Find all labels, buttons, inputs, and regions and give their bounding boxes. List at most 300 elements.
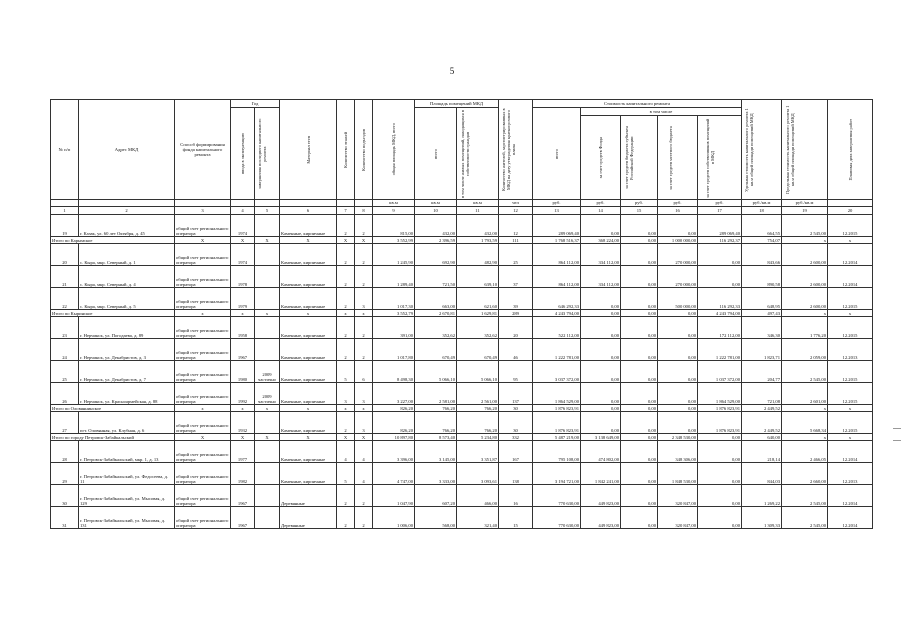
table-cell: г. Петровск-Забайкальский, ул. Мысовая, д. 131 — [79, 507, 175, 529]
table-cell: 1 629,81 — [457, 310, 499, 317]
table-cell: 95 — [499, 361, 533, 383]
table-row — [51, 244, 873, 266]
table-cell: 5 — [337, 463, 355, 485]
table-cell — [255, 266, 280, 288]
table-cell: 0,00 — [621, 317, 658, 339]
table-cell: 2 396,59 — [415, 237, 457, 244]
table-cell: общий счет регионального оператора — [175, 215, 231, 237]
table-cell: 12.2013 — [828, 339, 873, 361]
unit-cell: руб. — [658, 200, 698, 207]
table-cell: 497,43 — [742, 310, 782, 317]
table-cell: 22 — [51, 288, 79, 310]
header-area-group: Площадь помещений МКД — [415, 100, 499, 108]
table-cell: г. Казак, ул. 60 лет Октября, д. 45 — [79, 215, 175, 237]
table-cell: 1 000 000,00 — [658, 237, 698, 244]
table-cell: 1977 — [231, 441, 255, 463]
header-cost-all: всего — [533, 108, 581, 200]
table-cell: 2 — [355, 507, 373, 529]
table-row — [51, 463, 873, 485]
table-cell: 1979 — [231, 288, 255, 310]
unit-cell — [79, 200, 175, 207]
table-cell: 12.2015 — [828, 317, 873, 339]
table-cell: 449 823,00 — [581, 507, 621, 529]
table-cell: 2 — [355, 244, 373, 266]
table-cell: 0,00 — [621, 405, 658, 412]
table-cell: 30 — [499, 405, 533, 412]
unit-cell — [280, 200, 337, 207]
table-cell: 1 776,20 — [782, 317, 828, 339]
table-cell: 670,49 — [457, 339, 499, 361]
table-cell: 3 093,61 — [457, 463, 499, 485]
table-cell: 4 — [337, 441, 355, 463]
column-number-cell: 6 — [280, 207, 337, 215]
table-cell: г. Петровск-Забайкальский, мкр. 1, д. 13 — [79, 441, 175, 463]
column-numbers-row — [51, 207, 873, 215]
table-cell: 4 243 794,00 — [698, 310, 742, 317]
table-cell: 334 112,00 — [581, 266, 621, 288]
table-cell: 0,00 — [581, 215, 621, 237]
table-cell: x — [782, 237, 828, 244]
header-total-area: общая площадь МКД, всего — [373, 100, 415, 200]
table-cell: 766,20 — [415, 405, 457, 412]
column-number-cell: 5 — [255, 207, 280, 215]
table-cell: 0,00 — [698, 434, 742, 441]
column-number-cell: 3 — [175, 207, 231, 215]
header-year-last-repair: завершения последнего капитального ремонта — [255, 108, 280, 200]
table-cell: 2 — [337, 244, 355, 266]
column-number-cell: 20 — [828, 207, 873, 215]
column-number-cell: 19 — [782, 207, 828, 215]
table-cell: 692,90 — [415, 244, 457, 266]
table-cell: 0,00 — [581, 288, 621, 310]
header-cost-owners: за счет средств собственников помещений в МКД — [698, 116, 742, 200]
table-cell: x — [337, 405, 355, 412]
table-cell: 1 006,00 — [373, 507, 415, 529]
table-cell: 0,00 — [658, 317, 698, 339]
table-cell: 1 017,30 — [373, 288, 415, 310]
table-cell: 25 — [51, 361, 79, 383]
table-row — [51, 339, 873, 361]
table-cell: 0,00 — [581, 339, 621, 361]
unit-cell: руб. — [581, 200, 621, 207]
table-cell: 391,00 — [373, 317, 415, 339]
table-cell: Каменные, кирпичные — [280, 339, 337, 361]
table-cell: 2 600,00 — [782, 266, 828, 288]
table-cell: 30 — [51, 485, 79, 507]
header-number: № п/п — [51, 100, 79, 200]
unit-cell — [255, 200, 280, 207]
table-cell: 4 747,00 — [373, 463, 415, 485]
table-cell: 3 333,00 — [415, 463, 457, 485]
header-address: Адрес МКД — [79, 100, 175, 200]
column-number-cell: 15 — [621, 207, 658, 215]
table-row — [51, 317, 873, 339]
table-cell: 24 — [51, 339, 79, 361]
unit-cell: руб. — [698, 200, 742, 207]
table-cell: 1967 — [231, 507, 255, 529]
table-cell: 29 — [51, 463, 79, 485]
table-cell: 0,00 — [621, 237, 658, 244]
table-cell: 2 600,00 — [782, 244, 828, 266]
table-cell: 2 466,05 — [782, 441, 828, 463]
table-cell: 1 842 241,00 — [581, 463, 621, 485]
table-cell: 721,08 — [742, 383, 782, 405]
table-cell: 1 864 529,00 — [698, 383, 742, 405]
subtotal-row — [51, 237, 873, 244]
table-header — [51, 100, 873, 215]
table-cell: пгт. Оловянная, ул. Клубная, д. 6 — [79, 412, 175, 434]
table-cell: Каменные, кирпичные — [280, 412, 337, 434]
unit-cell: руб. — [533, 200, 581, 207]
table-cell: 670,49 — [415, 339, 457, 361]
table-cell: X — [337, 434, 355, 441]
table-cell — [255, 485, 280, 507]
subtotal-row — [51, 405, 873, 412]
table-cell: 0,00 — [658, 361, 698, 383]
column-number-cell: 1 — [51, 207, 79, 215]
table-cell: 1967 — [231, 339, 255, 361]
table-cell: X — [280, 237, 337, 244]
column-number-cell: 9 — [373, 207, 415, 215]
table-cell: 1 222 781,00 — [698, 339, 742, 361]
table-cell: 12.2014 — [828, 244, 873, 266]
table-cell: 8 573,40 — [415, 434, 457, 441]
table-cell: 2 545,00 — [782, 507, 828, 529]
table-cell: 0,00 — [621, 288, 658, 310]
table-cell: 0,00 — [621, 266, 658, 288]
table-cell: 2 561,00 — [457, 383, 499, 405]
table-cell: 12.2015 — [828, 361, 873, 383]
table-cell: 289 069,40 — [533, 215, 581, 237]
table-cell: 766,20 — [415, 412, 457, 434]
table-cell: 1 793,59 — [457, 237, 499, 244]
table-cell: 474 802,00 — [581, 441, 621, 463]
table-cell: 334 112,00 — [581, 244, 621, 266]
table-cell: 270 000,00 — [658, 244, 698, 266]
table-cell: 116 292,37 — [698, 237, 742, 244]
repair-plan-table — [50, 99, 873, 529]
table-cell: 0,00 — [658, 383, 698, 405]
table-cell: x — [337, 310, 355, 317]
table-cell: 218,14 — [742, 441, 782, 463]
table-cell: 320 847,00 — [658, 485, 698, 507]
table-cell: 12.2013 — [828, 463, 873, 485]
table-cell: 12.2015 — [828, 412, 873, 434]
unit-cell: кв.м — [415, 200, 457, 207]
table-cell: 31 — [51, 507, 79, 529]
subtotal-label: Итого по городу Петровск-Забайкальский — [51, 434, 175, 441]
table-cell: 3 — [337, 383, 355, 405]
table-cell: 2 — [337, 288, 355, 310]
table-cell: 368 224,00 — [581, 237, 621, 244]
table-cell: x — [175, 310, 231, 317]
column-number-cell: 17 — [698, 207, 742, 215]
header-year-group: Год — [231, 100, 280, 108]
header-limit-cost: Предельная стоимость капитального ремонта 1 кв.м общей площади помещений МКД — [782, 100, 828, 200]
table-cell: с. Кыра, мкр. Северный, д. 4 — [79, 266, 175, 288]
table-cell: 1992 — [231, 383, 255, 405]
table-cell: 5 — [337, 361, 355, 383]
table-cell: 3 — [355, 383, 373, 405]
table-cell — [255, 441, 280, 463]
table-cell: 0,00 — [621, 244, 658, 266]
table-cell: 815,00 — [373, 215, 415, 237]
column-number-cell: 8 — [355, 207, 373, 215]
table-cell: 754,07 — [742, 237, 782, 244]
unit-cell — [175, 200, 231, 207]
table-cell: 0,00 — [621, 412, 658, 434]
table-cell: 289 069,40 — [698, 215, 742, 237]
table-cell: X — [231, 434, 255, 441]
table-cell: 648,95 — [742, 288, 782, 310]
table-cell: 4 243 794,00 — [533, 310, 581, 317]
table-row — [51, 361, 873, 383]
table-cell: X — [280, 434, 337, 441]
table-cell — [255, 317, 280, 339]
table-cell: 0,00 — [621, 339, 658, 361]
table-cell: 466,00 — [457, 485, 499, 507]
table-cell: 1 017,80 — [373, 339, 415, 361]
table-cell: 2 — [337, 317, 355, 339]
table-cell: 1 222 781,00 — [533, 339, 581, 361]
table-cell: 2009 частично — [255, 383, 280, 405]
margin-mark — [893, 440, 901, 441]
table-cell: 664,55 — [742, 215, 782, 237]
table-cell: 0,00 — [698, 244, 742, 266]
table-row — [51, 485, 873, 507]
table-cell: 12.2014 — [828, 507, 873, 529]
unit-cell: кв.м — [457, 200, 499, 207]
table-cell: X — [337, 237, 355, 244]
table-cell: 0,00 — [621, 485, 658, 507]
header-cost-fund: за счет средств Фонда — [581, 116, 621, 200]
table-cell: 5 066,10 — [415, 361, 457, 383]
table-cell: x — [280, 310, 337, 317]
column-number-cell: 4 — [231, 207, 255, 215]
table-cell: Каменные, кирпичные — [280, 288, 337, 310]
table-cell: 2 545,00 — [782, 485, 828, 507]
table-cell: 1 037 372,00 — [698, 361, 742, 383]
table-cell: 0,00 — [621, 441, 658, 463]
subtotal-label: Итого по Оловяннинское — [51, 405, 175, 412]
table-cell: 1 876 823,91 — [698, 412, 742, 434]
table-cell: 0,00 — [581, 383, 621, 405]
table-cell: 0,00 — [658, 405, 698, 412]
table-cell: общий счет регионального оператора — [175, 441, 231, 463]
table-cell — [255, 244, 280, 266]
table-cell: 2 670,81 — [415, 310, 457, 317]
table-cell: 0,00 — [658, 339, 698, 361]
table-cell: 3 351,87 — [457, 441, 499, 463]
header-floors: Количество этажей — [337, 100, 355, 200]
table-cell: 1 876 823,91 — [698, 405, 742, 412]
table-cell: 12.2015 — [828, 215, 873, 237]
table-cell: 2 — [337, 485, 355, 507]
table-cell: 3 — [355, 412, 373, 434]
table-cell: 0,00 — [698, 463, 742, 485]
table-cell: Каменные, кирпичные — [280, 361, 337, 383]
table-cell: 2 600,00 — [782, 288, 828, 310]
table-cell: 352,62 — [415, 317, 457, 339]
table-cell: X — [231, 237, 255, 244]
header-cost-local: за счет средств местного бюджета — [658, 116, 698, 200]
header-year-built: ввода в эксплуатацию — [231, 108, 255, 200]
table-cell: 3 194 721,00 — [533, 463, 581, 485]
table-cell: 0,00 — [621, 361, 658, 383]
subtotal-label: Итого по Кыринское — [51, 310, 175, 317]
table-cell: x — [782, 310, 828, 317]
table-cell: с. Кыра, мкр. Северный, д. 1 — [79, 244, 175, 266]
table-cell: 27 — [51, 412, 79, 434]
table-cell: г. Нерчинск, ул. Красноармейская, д. 88 — [79, 383, 175, 405]
table-cell: 346,30 — [742, 317, 782, 339]
table-cell: x — [255, 405, 280, 412]
table-cell: Каменные, кирпичные — [280, 215, 337, 237]
table-cell: 0,00 — [581, 361, 621, 383]
table-row — [51, 441, 873, 463]
table-cell: 568,00 — [415, 507, 457, 529]
header-cost-including: в том числе — [581, 108, 742, 116]
table-cell: X — [175, 237, 231, 244]
table-cell: 607,20 — [415, 485, 457, 507]
table-cell — [255, 412, 280, 434]
table-cell: 2 449,52 — [742, 405, 782, 412]
table-cell: Деревянные — [280, 507, 337, 529]
column-number-cell: 16 — [658, 207, 698, 215]
table-cell: общий счет регионального оператора — [175, 266, 231, 288]
subtotal-label: Итого по Карымское — [51, 237, 175, 244]
unit-cell: чел — [499, 200, 533, 207]
table-cell: 12 — [499, 215, 533, 237]
table-cell: 663,00 — [415, 288, 457, 310]
table-cell: г. Нерчинск, ул. Декабристов, д. 7 — [79, 361, 175, 383]
table-row — [51, 507, 873, 529]
table-cell: 20 — [499, 317, 533, 339]
table-cell: Каменные, кирпичные — [280, 463, 337, 485]
table-cell: 5 487 219,00 — [533, 434, 581, 441]
table-cell: 1 289,40 — [373, 266, 415, 288]
table-cell: 0,00 — [658, 412, 698, 434]
table-cell: 0,00 — [698, 507, 742, 529]
table-cell: 1932 — [231, 412, 255, 434]
table-cell: Деревянные — [280, 485, 337, 507]
table-cell: 12.2014 — [828, 266, 873, 288]
table-cell: г. Петровск-Забайкальский, ул. Мысовая, д. 129 — [79, 485, 175, 507]
table-cell: 3 552,79 — [373, 310, 415, 317]
table-cell: 0,00 — [658, 310, 698, 317]
table-cell: 2 581,00 — [415, 383, 457, 405]
table-cell: 2 449,52 — [742, 412, 782, 434]
table-cell: 1 245,90 — [373, 244, 415, 266]
column-number-cell: 18 — [742, 207, 782, 215]
table-cell: 0,00 — [581, 310, 621, 317]
table-cell: 25 — [499, 244, 533, 266]
table-cell: 2009 частично — [255, 361, 280, 383]
table-cell: 640,00 — [742, 434, 782, 441]
table-cell: 766,20 — [457, 412, 499, 434]
table-cell: 2 — [355, 485, 373, 507]
table-cell: 432,00 — [457, 215, 499, 237]
header-wall-material: Материал стен — [280, 100, 337, 200]
table-cell: 1 864 529,00 — [533, 383, 581, 405]
table-cell: x — [255, 310, 280, 317]
table-cell: 0,00 — [698, 485, 742, 507]
table-cell: 2 — [355, 215, 373, 237]
table-cell: 352,62 — [457, 317, 499, 339]
table-cell: 3 138 649,00 — [581, 434, 621, 441]
table-cell: 1 823,71 — [742, 339, 782, 361]
table-cell: x — [782, 405, 828, 412]
capital-repair-plan-sheet — [50, 99, 858, 529]
table-cell: 12.2015 — [828, 288, 873, 310]
table-cell: X — [355, 237, 373, 244]
header-entrances: Количество подъездов — [355, 100, 373, 200]
table-cell: 1 876 823,91 — [533, 405, 581, 412]
table-cell: 15 — [499, 507, 533, 529]
margin-mark — [893, 428, 901, 429]
unit-cell — [51, 200, 79, 207]
table-cell: 0,00 — [658, 215, 698, 237]
table-cell: 2 — [355, 266, 373, 288]
table-cell: 332 — [499, 434, 533, 441]
table-cell — [255, 288, 280, 310]
table-cell: 1 876 823,91 — [533, 412, 581, 434]
table-cell: 4 — [355, 463, 373, 485]
table-cell: 1 848 530,00 — [658, 463, 698, 485]
table-cell: 321,40 — [457, 507, 499, 529]
table-cell: 2 — [337, 507, 355, 529]
column-number-cell: 2 — [79, 207, 175, 215]
table-cell: 116 292,33 — [698, 288, 742, 310]
table-cell: 721,50 — [415, 266, 457, 288]
units-row — [51, 200, 873, 207]
table-cell: 12.2014 — [828, 441, 873, 463]
column-number-cell: 13 — [533, 207, 581, 215]
unit-cell: руб./кв.м — [782, 200, 828, 207]
table-cell — [255, 339, 280, 361]
header-cost-group: Стоимость капитального ремонта — [533, 100, 742, 108]
table-cell: 766,20 — [457, 405, 499, 412]
table-cell: 16 — [499, 485, 533, 507]
table-cell: Каменные, кирпичные — [280, 266, 337, 288]
table-cell: 20 — [51, 244, 79, 266]
table-cell: 1974 — [231, 244, 255, 266]
table-cell: общий счет регионального оператора — [175, 361, 231, 383]
table-cell: 1982 — [231, 463, 255, 485]
table-cell: 46 — [499, 339, 533, 361]
table-row — [51, 266, 873, 288]
unit-cell: кв.м — [373, 200, 415, 207]
table-cell: Каменные, кирпичные — [280, 383, 337, 405]
table-cell: 10 897,80 — [373, 434, 415, 441]
table-cell: 826,20 — [373, 405, 415, 412]
table-cell: 890,58 — [742, 266, 782, 288]
table-cell: 826,20 — [373, 412, 415, 434]
table-cell: 1974 — [231, 215, 255, 237]
subtotal-row — [51, 310, 873, 317]
table-cell: 1967 — [231, 485, 255, 507]
table-cell: 2 601,00 — [782, 383, 828, 405]
table-cell: 2 — [337, 215, 355, 237]
table-cell: 1958 — [231, 317, 255, 339]
table-cell: 8 498,30 — [373, 361, 415, 383]
table-row — [51, 288, 873, 310]
table-row — [51, 412, 873, 434]
column-number-cell: 11 — [457, 207, 499, 215]
table-cell: общий счет регионального оператора — [175, 383, 231, 405]
table-cell: 28 — [51, 441, 79, 463]
table-cell: общий счет регионального оператора — [175, 507, 231, 529]
